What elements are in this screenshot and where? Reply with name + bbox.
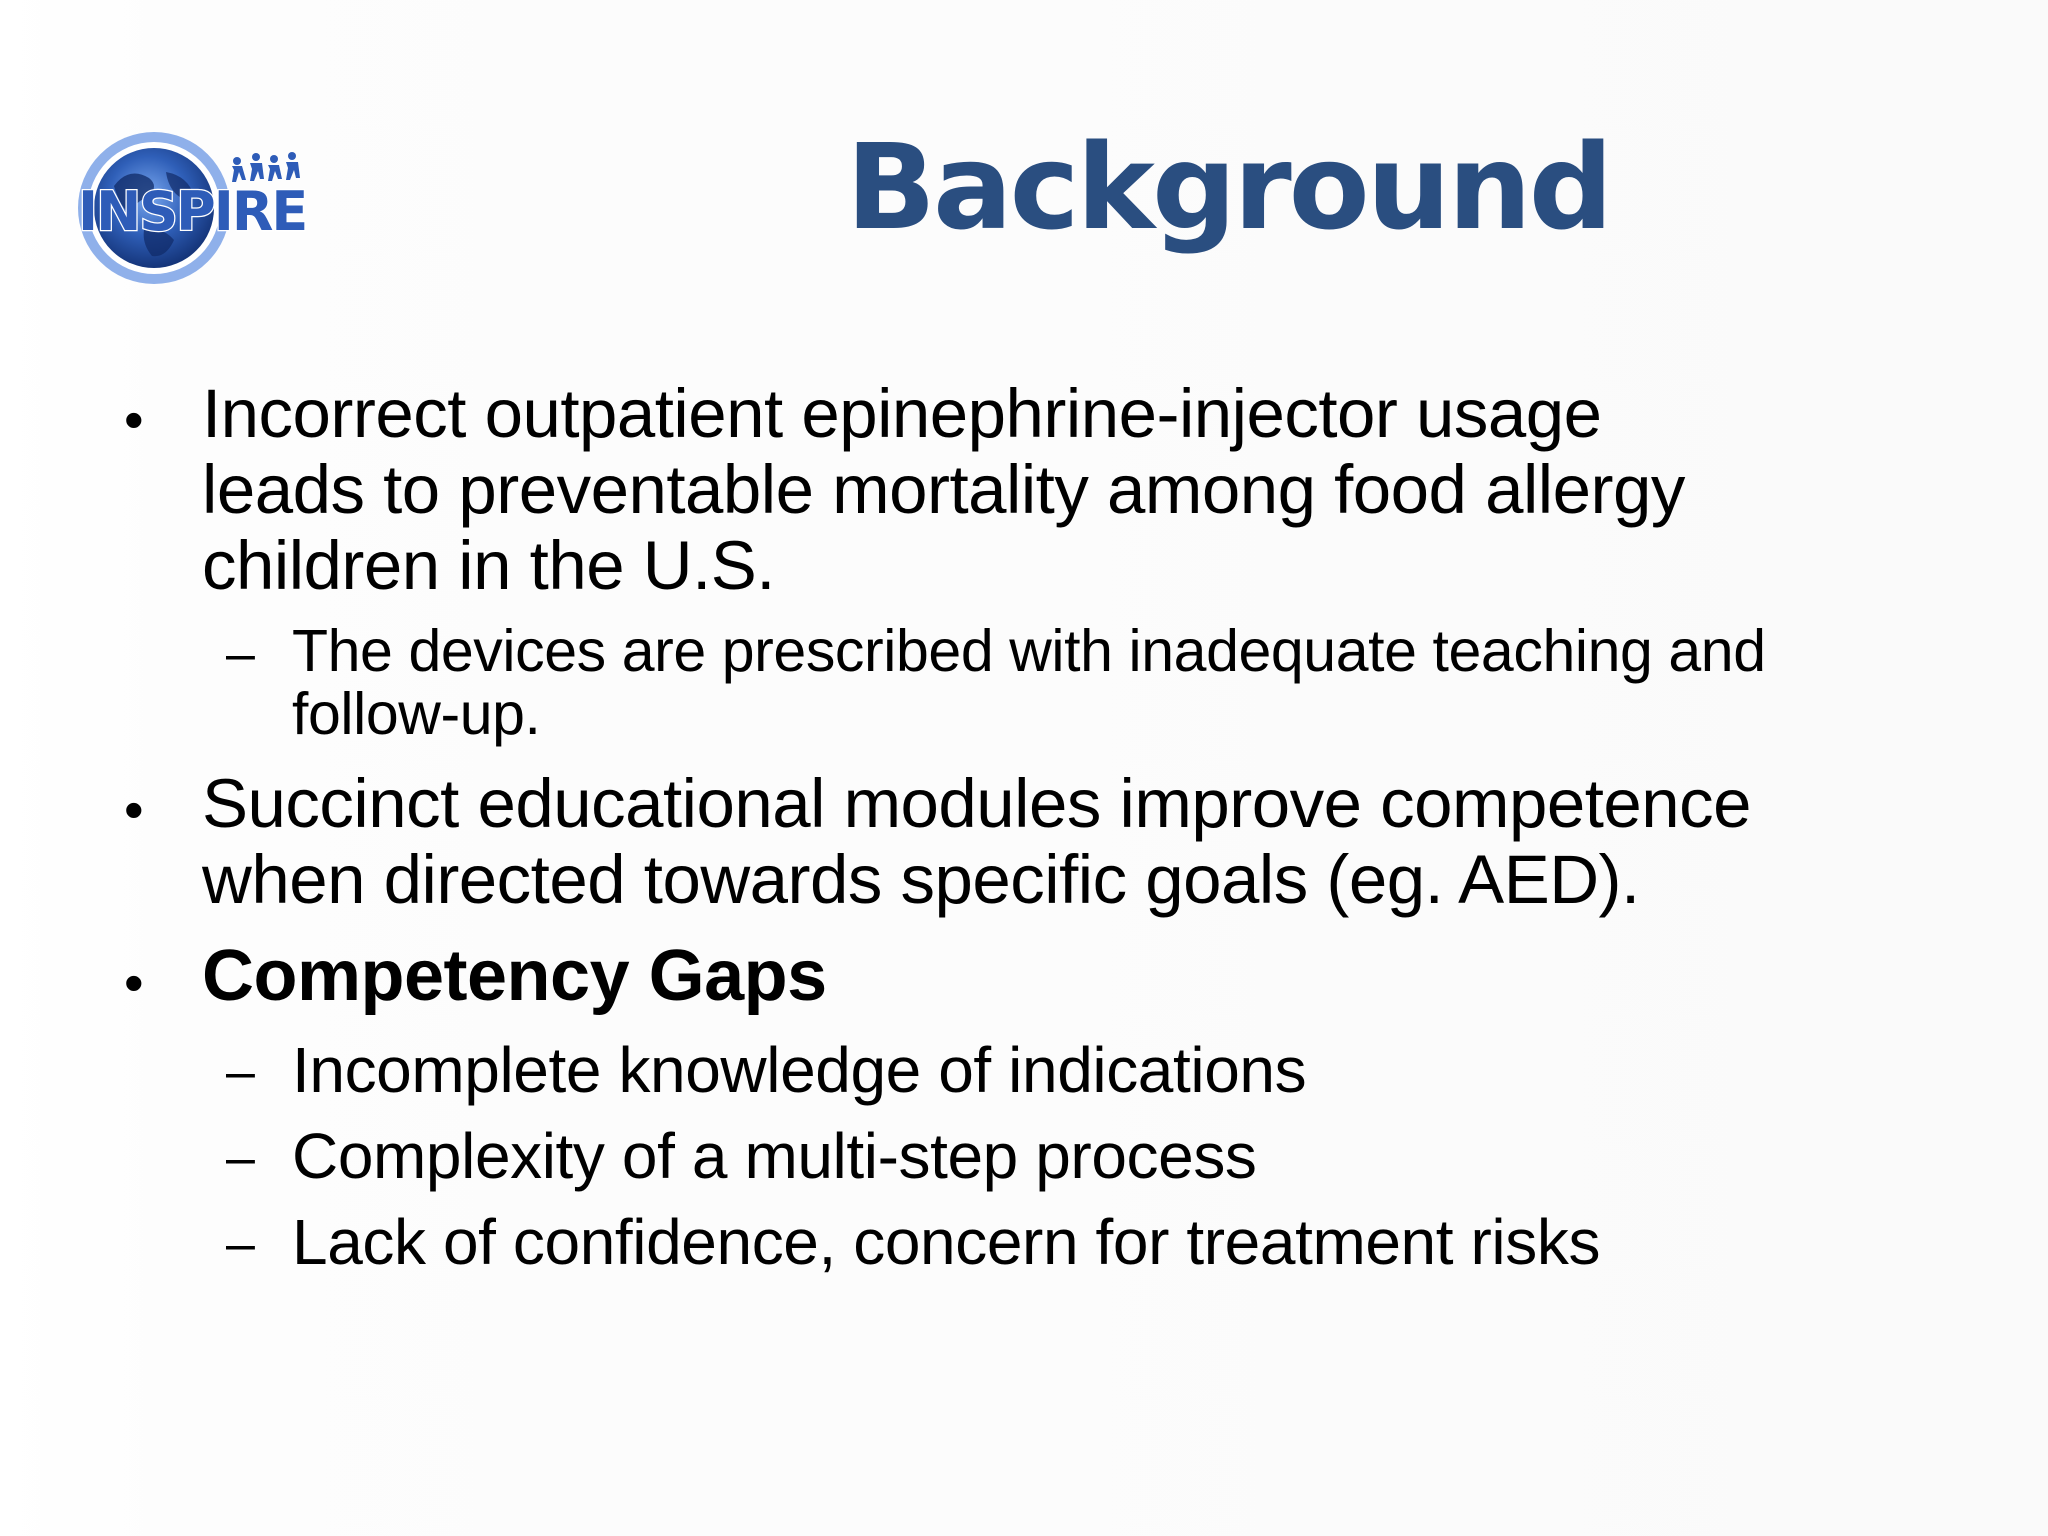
bullet-2-line-1: Succinct educational modules improve competence <box>202 765 1752 842</box>
bullet-2-line-2: when directed towards specific goals (eg. AED). <box>202 841 1640 918</box>
slide-title: Background <box>846 118 1611 256</box>
bullet-glyph: • <box>124 778 144 841</box>
bullet-1-line-2: leads to preventable mortality among food allergy <box>202 451 1685 528</box>
sub-3-2: Complexity of a multi-step process <box>292 1120 1257 1192</box>
sub-1-1-line-1: The devices are prescribed with inadequate teaching and <box>292 618 1766 684</box>
dash-glyph: – <box>226 1129 255 1187</box>
bullet-glyph: • <box>124 388 144 451</box>
bullet-1-line-1: Incorrect outpatient epinephrine-injector usage <box>202 375 1602 452</box>
bullet-glyph: • <box>124 951 144 1014</box>
dash-glyph: – <box>226 1215 255 1273</box>
dash-glyph: – <box>226 1043 255 1101</box>
sub-3-3: Lack of confidence, concern for treatment risks <box>292 1206 1601 1278</box>
bullet-1-line-3: children in the U.S. <box>202 527 775 604</box>
dash-glyph: – <box>226 625 255 683</box>
sub-3-1: Incomplete knowledge of indications <box>292 1034 1307 1106</box>
sub-1-1-line-2: follow-up. <box>292 681 541 747</box>
logo-text: INSPIRE <box>78 180 307 243</box>
bullet-3-heading: Competency Gaps <box>202 936 827 1016</box>
